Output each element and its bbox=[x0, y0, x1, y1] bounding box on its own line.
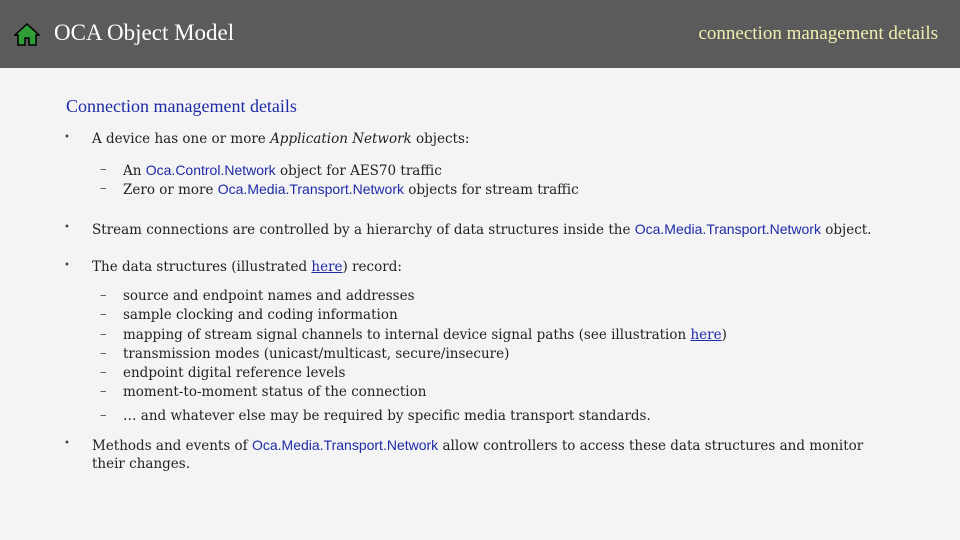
record-item: source and endpoint names and addresses bbox=[123, 288, 415, 304]
bullet-2-post: object. bbox=[820, 222, 872, 238]
dash-marker: – bbox=[100, 327, 107, 342]
bullet-1-sub-2 bbox=[123, 180, 579, 200]
bullet-4-code: Oca.Media.Transport.Network bbox=[251, 437, 439, 453]
record-item: endpoint digital reference levels bbox=[123, 365, 346, 381]
section-title: Connection management details bbox=[66, 96, 297, 116]
dash-marker: – bbox=[100, 162, 107, 177]
bullet-3 bbox=[92, 258, 402, 277]
record-item: … and whatever else may be required by specific media transport standards. bbox=[123, 408, 651, 424]
record-item-close: ) bbox=[721, 327, 727, 343]
bullet-marker: • bbox=[64, 260, 70, 271]
bullet-1 bbox=[92, 130, 469, 149]
bullet-2-code: Oca.Media.Transport.Network bbox=[634, 221, 821, 237]
bullet-2 bbox=[92, 220, 871, 240]
here-link[interactable]: here bbox=[311, 259, 343, 275]
bullet-4 bbox=[92, 436, 863, 456]
dash-marker: – bbox=[100, 288, 107, 303]
bullet-3-post: ) record: bbox=[342, 259, 402, 275]
bullet-marker: • bbox=[64, 438, 70, 449]
dash-marker: – bbox=[100, 408, 107, 423]
bullet-1-tail: objects: bbox=[411, 131, 470, 147]
dash-marker: – bbox=[100, 365, 107, 380]
dash-marker: – bbox=[100, 307, 107, 322]
header-title: OCA Object Model bbox=[54, 20, 235, 45]
dash-marker: – bbox=[100, 181, 107, 196]
sub-2-pre: Zero or more bbox=[123, 182, 218, 198]
bullet-2-pre: Stream connections are controlled by a hierarchy of data structures inside the bbox=[92, 222, 635, 238]
sub-2-code: Oca.Media.Transport.Network bbox=[217, 181, 404, 197]
home-icon[interactable] bbox=[14, 22, 40, 46]
bullet-1-text: A device has one or more bbox=[92, 131, 271, 147]
bullet-marker: • bbox=[64, 222, 70, 233]
bullet-4-pre: Methods and events of bbox=[92, 438, 252, 454]
bullet-1-sub-1 bbox=[123, 161, 442, 181]
dash-marker: – bbox=[100, 384, 107, 399]
bullet-4-line-2: their changes. bbox=[92, 456, 191, 472]
bullet-3-pre: The data structures (illustrated bbox=[92, 259, 312, 275]
record-item: sample clocking and coding information bbox=[123, 307, 398, 323]
header-subtitle: connection management details bbox=[698, 23, 938, 44]
record-item: moment-to-moment status of the connection bbox=[123, 384, 427, 400]
sub-1-pre: An bbox=[123, 163, 146, 179]
bullet-1-emphasis: Application Network bbox=[270, 131, 412, 147]
sub-2-post: objects for stream traffic bbox=[404, 182, 579, 198]
here-link[interactable]: here bbox=[690, 327, 722, 343]
record-item bbox=[123, 326, 727, 345]
header-bar bbox=[0, 0, 960, 68]
bullet-marker: • bbox=[64, 132, 70, 143]
bullet-4-post: allow controllers to access these data structures and monitor bbox=[438, 438, 864, 454]
sub-1-post: object for AES70 traffic bbox=[275, 163, 442, 179]
record-item: transmission modes (unicast/multicast, secure/insecure) bbox=[123, 346, 510, 362]
record-item-text: mapping of stream signal channels to internal device signal paths (see illustration bbox=[123, 327, 691, 343]
sub-1-code: Oca.Control.Network bbox=[145, 162, 276, 178]
dash-marker: – bbox=[100, 346, 107, 361]
